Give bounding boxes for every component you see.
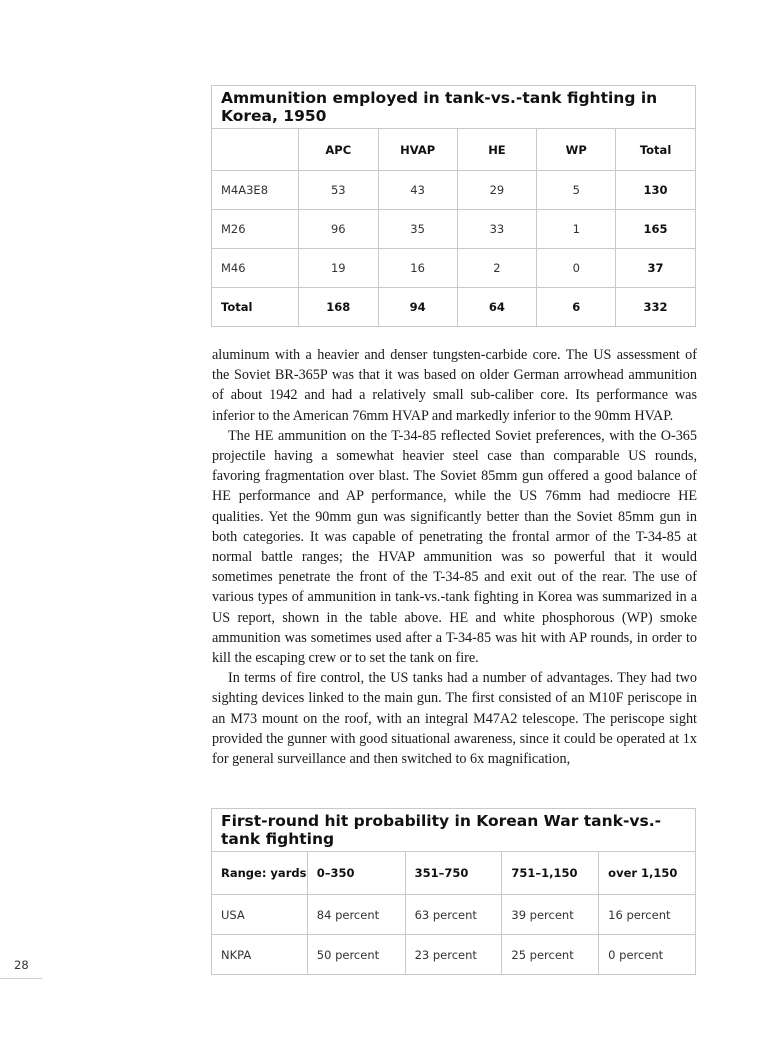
table-cell: 63 percent <box>405 895 502 935</box>
column-header: WP <box>537 129 616 171</box>
row-label: M4A3E8 <box>212 171 299 210</box>
column-total: 168 <box>298 288 378 327</box>
column-header: 351–750 <box>405 852 502 895</box>
table-row <box>212 895 696 935</box>
table-cell: 23 percent <box>405 935 502 975</box>
table-cell: 29 <box>457 171 537 210</box>
column-header: APC <box>298 129 378 171</box>
column-header: 751–1,150 <box>502 852 599 895</box>
row-total: 37 <box>616 249 696 288</box>
table-cell: 53 <box>298 171 378 210</box>
table-cell: 25 percent <box>502 935 599 975</box>
grand-total: 332 <box>616 288 696 327</box>
hit-probability-table <box>211 808 696 975</box>
table-total-row <box>212 288 696 327</box>
column-total: 94 <box>378 288 457 327</box>
table-cell: 1 <box>537 210 616 249</box>
table-cell: 2 <box>457 249 537 288</box>
column-header: over 1,150 <box>599 852 696 895</box>
column-header: HVAP <box>378 129 457 171</box>
row-label: USA <box>212 895 308 935</box>
column-total: 64 <box>457 288 537 327</box>
row-label: NKPA <box>212 935 308 975</box>
table-cell: 33 <box>457 210 537 249</box>
row-total: 165 <box>616 210 696 249</box>
table-cell: 16 <box>378 249 457 288</box>
ammunition-table <box>211 85 696 327</box>
table-cell: 50 percent <box>307 935 405 975</box>
table-header-row <box>212 852 696 895</box>
column-header: Range: yards <box>212 852 308 895</box>
column-header: 0–350 <box>307 852 405 895</box>
row-label: Total <box>212 288 299 327</box>
row-label: M26 <box>212 210 299 249</box>
column-header: HE <box>457 129 537 171</box>
row-total: 130 <box>616 171 696 210</box>
ammunition-table-title: Ammunition employed in tank-vs.-tank fighting in Korea, 1950 <box>212 86 696 129</box>
column-header: Total <box>616 129 696 171</box>
paragraph: aluminum with a heavier and denser tungsten-carbide core. The US assessment of the Soviet BR-365P was that it was based on older German arrowhead ammunition of about 1942 and had a relatively small sub-caliber core. Its performance was inferior to the American 76mm HVAP and markedly inferior to the 90mm HVAP. <box>212 347 697 424</box>
table-cell: 19 <box>298 249 378 288</box>
table-row <box>212 210 696 249</box>
table-row <box>212 249 696 288</box>
paragraph: The HE ammunition on the T-34-85 reflected Soviet preferences, with the O-365 projectile having a somewhat heavier steel case than comparable US rounds, favoring fragmentation over blast. The Soviet 85mm gun offered a good balance of HE performance and AP performance, while the US 76mm had mediocre HE qualities. Yet the 90mm gun was significantly better than the Soviet 85mm gun in both categories. It was capable of penetrating the frontal armor of the T-34-85 at normal battle ranges; the HVAP ammunition was so powerful that it would sometimes penetrate the front of the T-34-85 and exit out of the rear. The use of various types of ammunition in tank-vs.-tank fighting in Korea was summarized in a US report, shown in the table above. HE and white phosphorous (WP) smoke ammunition was sometimes used after a T-34-85 was hit with AP rounds, in order to kill the escaping crew or to set the tank on fire. <box>212 427 697 667</box>
column-total: 6 <box>537 288 616 327</box>
table-cell: 84 percent <box>307 895 405 935</box>
table-cell: 35 <box>378 210 457 249</box>
body-text <box>212 345 697 769</box>
row-label: M46 <box>212 249 299 288</box>
paragraph: In terms of fire control, the US tanks had a number of advantages. They had two sighting devices linked to the main gun. The first consisted of an M10F periscope in an M73 mount on the roof, with an integral M47A2 telescope. The periscope sight provided the gunner with good situational awareness, since it could be operated at 1x for general surveillance and then switched to 6x magnification, <box>212 670 697 768</box>
column-header <box>212 129 299 171</box>
table-cell: 5 <box>537 171 616 210</box>
table-cell: 16 percent <box>599 895 696 935</box>
table-row <box>212 935 696 975</box>
table-row <box>212 171 696 210</box>
folio-divider <box>0 978 42 979</box>
table-cell: 0 percent <box>599 935 696 975</box>
hit-probability-table-title: First-round hit probability in Korean War tank-vs.-tank fighting <box>212 809 696 852</box>
page-number: 28 <box>14 958 29 972</box>
table-header-row <box>212 129 696 171</box>
table-cell: 39 percent <box>502 895 599 935</box>
table-cell: 96 <box>298 210 378 249</box>
table-cell: 43 <box>378 171 457 210</box>
table-cell: 0 <box>537 249 616 288</box>
